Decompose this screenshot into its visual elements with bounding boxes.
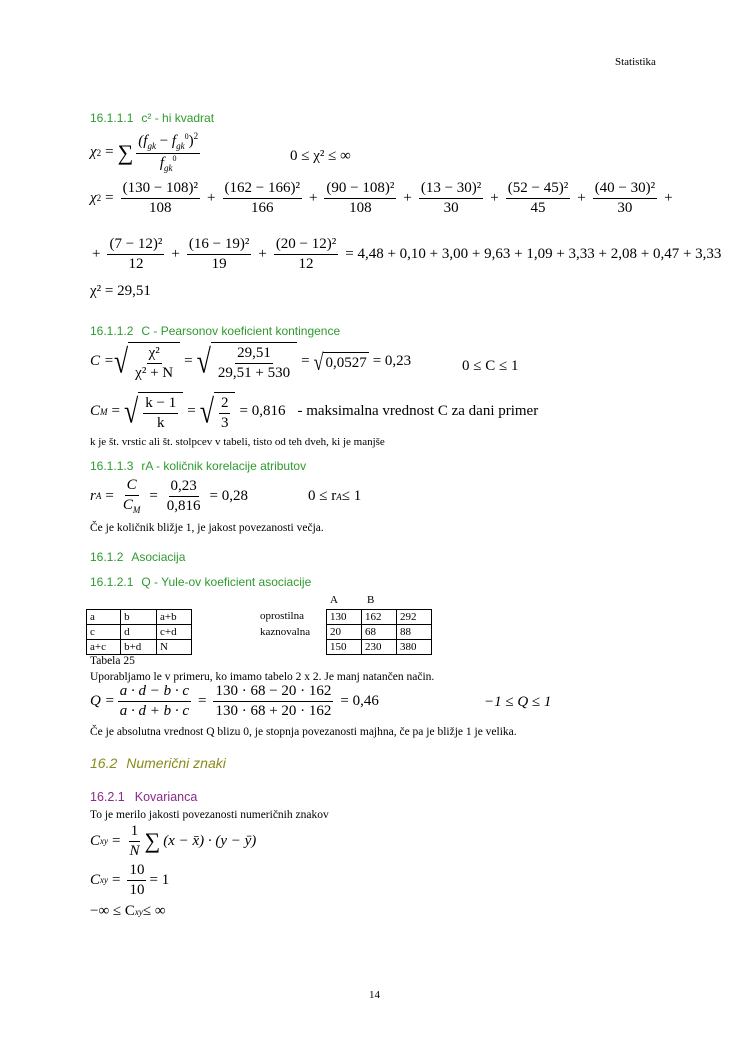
table-row	[87, 640, 192, 655]
plus: +	[577, 189, 586, 206]
heading-title: rA - količnik korelacije atributov	[141, 459, 307, 473]
sub: xy	[100, 836, 109, 846]
table-cell: b+d	[121, 640, 157, 655]
term-numerator: (20 − 12)²	[274, 236, 338, 255]
heading-number: 16.1.1.2	[90, 324, 134, 338]
table-cell: c	[87, 625, 121, 640]
heading-number: 16.1.2.1	[90, 575, 134, 589]
term-numerator: (7 − 12)²	[107, 236, 164, 255]
table-cell: 292	[397, 610, 432, 625]
term-denominator: 45	[530, 199, 546, 216]
table-row	[87, 625, 192, 640]
num: C	[126, 477, 137, 493]
term-denominator: 12	[128, 255, 144, 272]
table-caption: Tabela 25	[90, 655, 135, 667]
sqrt-value: 0,0527	[323, 352, 368, 372]
heading-kovarianca	[90, 790, 197, 804]
num: 10	[127, 862, 146, 881]
q-label: Q =	[90, 692, 115, 709]
table-cell: 230	[362, 640, 397, 655]
table-cell: 68	[362, 625, 397, 640]
num: a · d − b · c	[118, 683, 191, 702]
range-end: ≤ 1	[341, 488, 362, 504]
ra-note: Če je količnik bližje 1, je jakost povezanosti večja.	[90, 522, 324, 534]
pearson-formula: C = √ $\frac{\text{χ²}}{\text{χ² + N}}$ = √ $\frac{29,51}{29,51 + 530}$ = √ 0,0527 = 0,23	[90, 342, 412, 381]
heading-ra	[90, 459, 306, 473]
den: 130 · 68 + 20 · 162	[215, 702, 332, 719]
heading-title: C - Pearsonov koeficient kontingence	[141, 324, 341, 338]
heading-number: 16.1.1.1	[90, 111, 134, 125]
plus: +	[490, 189, 499, 206]
heading-pearson	[90, 324, 340, 338]
cov-range	[90, 903, 166, 920]
heading-asociacija	[90, 550, 185, 564]
chi-term	[107, 236, 164, 272]
table-cell: 88	[397, 625, 432, 640]
ra-range	[308, 488, 361, 505]
den: N	[129, 842, 140, 859]
chi-term	[506, 180, 570, 216]
result: = 0,23	[372, 353, 412, 369]
heading-number: 16.1.1.3	[90, 459, 134, 473]
usage-note: Uporabljamo le v primeru, ko imamo tabelo 2 x 2. Je manj natančen način.	[90, 671, 435, 683]
data-table	[326, 609, 432, 655]
num: 1	[129, 823, 141, 842]
den: 29,51 + 530	[217, 364, 291, 381]
range: −∞ ≤ C	[90, 903, 135, 919]
table-cell: d	[121, 625, 157, 640]
c-label: C =	[90, 353, 114, 369]
sub: xy	[100, 875, 109, 885]
num: χ²	[147, 345, 162, 364]
chi-expansion-line1: χ 2 = $\frac{\text{(130 − 108)²}}{108}$ + $\frac{\text{(162 − 166)²}}{166}$ + $\frac{\text{(90 − 108)²}}{108}$ + $\frac{\text{(13 − 30)²}}{30}$ + $\frac{\text{(52 − 45)²}}{45}$ + $\frac{\text{(40 − 30)²}}{30}$ +	[90, 180, 673, 216]
chi-term	[121, 180, 200, 216]
result: = 0,28	[209, 487, 249, 504]
heading-number: 16.1.2	[90, 550, 124, 564]
sub: A	[95, 491, 102, 502]
term-denominator: 166	[250, 199, 274, 216]
plus: +	[403, 189, 412, 206]
cm-label: C	[90, 403, 101, 419]
term-denominator: 30	[443, 199, 459, 216]
num: 0,23	[169, 478, 199, 497]
table-cell: N	[156, 640, 191, 655]
chi-expansion-line2: + $\frac{\text{(7 − 12)²}}{12}$ + $\frac{\text{(16 − 19)²}}{19}$ + $\frac{\text{(20 − 12)²}}{12}$ = 4,48 + 0,10 + 3,00 + 9,63 + 1,09 + 3,33 + 2,08 + 0,47 + 3,33	[92, 236, 722, 272]
plus: +	[258, 245, 267, 262]
heading-chi-square	[90, 111, 214, 125]
term-numerator: (52 − 45)²	[506, 180, 570, 199]
chi-term	[223, 180, 302, 216]
eq: =	[105, 144, 114, 161]
table-cell: 20	[327, 625, 362, 640]
table-cell: c+d	[156, 625, 191, 640]
plus: +	[171, 245, 180, 262]
term-numerator: (90 − 108)²	[324, 180, 396, 199]
num: k − 1	[143, 395, 178, 414]
table-row	[327, 610, 432, 625]
heading-yule	[90, 575, 311, 589]
page-number: 14	[369, 989, 380, 1001]
ra-formula: r A = $\frac{C}{C_M}$ = $\frac{0,23}{0,816}$ = 0,28	[90, 477, 249, 515]
result: = 1	[149, 871, 170, 888]
result: = 0,46	[340, 692, 379, 709]
q-note: Če je absolutna vrednost Q blizu 0, je stopnja povezanosti majhna, če pa je bližje 1 je velika.	[90, 726, 517, 738]
heading-title: Numerični znaki	[126, 755, 226, 771]
chi-term	[419, 180, 483, 216]
generic-table	[86, 609, 192, 655]
sub: M	[132, 504, 141, 515]
plus: +	[308, 189, 318, 206]
num: 2	[219, 395, 231, 414]
r: r	[90, 487, 96, 504]
cm-formula: C M = √ $\frac{k - 1}{k}$ = √ $\frac{2}{3}$ = 0,816 - maksimalna vrednost C za dani primer	[90, 392, 539, 431]
den: C	[122, 496, 133, 513]
num: 29,51	[235, 345, 273, 364]
term-denominator: 30	[617, 199, 633, 216]
chi-range: 0 ≤ χ² ≤ ∞	[290, 148, 351, 164]
pearson-range: 0 ≤ C ≤ 1	[462, 358, 519, 374]
table-cell: a+c	[87, 640, 121, 655]
chi: χ	[90, 144, 97, 161]
cov-formula: C xy = $\frac{1}{N}$ ∑ (x − x̄) · (y − ȳ)	[90, 823, 257, 859]
term-denominator: 108	[349, 199, 372, 216]
sum-symbol: ∑	[117, 139, 134, 165]
heading-title: Asociacija	[131, 550, 186, 564]
term-numerator: (130 − 108)²	[121, 180, 200, 199]
kovarianca-desc: To je merilo jakosti povezanosti numeričnih znakov	[90, 809, 329, 821]
heading-number: 16.2.1	[90, 790, 125, 804]
table-row	[327, 640, 432, 655]
den: 3	[220, 414, 229, 431]
den: 10	[129, 881, 145, 898]
table-cell: 162	[362, 610, 397, 625]
heading-numericni-znaki	[90, 755, 226, 771]
row-label-oprostilna: oprostilna	[260, 610, 304, 622]
heading-title: c² - hi kvadrat	[141, 111, 215, 125]
cm-note: - maksimalna vrednost C za dani primer	[297, 403, 539, 419]
table-row	[87, 610, 192, 625]
den: 0,816	[166, 497, 201, 514]
table-cell: 380	[397, 640, 432, 655]
num: 130 · 68 − 20 · 162	[213, 683, 333, 702]
chi-term	[274, 236, 338, 272]
c: C	[90, 871, 101, 888]
col-header-a: A	[330, 594, 338, 606]
table-cell: a	[87, 610, 121, 625]
col-header-b: B	[367, 594, 375, 606]
table-row	[327, 625, 432, 640]
running-header: Statistika	[615, 56, 656, 68]
sub: A	[336, 491, 342, 502]
q-formula: Q = $\frac{a \cdot d - b \cdot c}{a \cdot d + b \cdot c}$ = $\frac{130 \cdot 68 - 20 \cdot 162}{130 \cdot 68 + 20 \cdot 162}$ = 0,46	[90, 683, 379, 719]
den: χ² + N	[135, 364, 174, 381]
result: = 0,816	[239, 403, 286, 419]
sub: xy	[134, 906, 143, 917]
heading-title: Kovarianca	[134, 790, 198, 804]
term-denominator: 19	[211, 255, 227, 272]
term-numerator: (16 − 19)²	[187, 236, 251, 255]
row-label-kaznovalna: kaznovalna	[260, 626, 311, 638]
range: 0 ≤ r	[308, 488, 337, 504]
chi-term	[324, 180, 396, 216]
table-cell: a+b	[156, 610, 191, 625]
sub: M	[100, 406, 108, 417]
range-end: ≤ ∞	[142, 903, 166, 919]
table-cell: 130	[327, 610, 362, 625]
fraction: $\frac{(f_{gk} - f_{gk}^0)^2}{f_{gk}^0}$	[138, 131, 199, 173]
chi-term	[593, 180, 657, 216]
chi-result: χ² = 29,51	[90, 283, 151, 299]
chi-term	[187, 236, 251, 272]
heading-number: 16.2	[90, 755, 118, 771]
term-denominator: 108	[149, 199, 172, 216]
c: C	[90, 832, 101, 849]
table-cell: b	[121, 610, 157, 625]
term-values: = 4,48 + 0,10 + 3,00 + 9,63 + 1,09 + 3,33 + 2,08 + 0,47 + 3,33	[345, 245, 722, 262]
den: a · d + b · c	[119, 702, 189, 719]
table-cell: 150	[327, 640, 362, 655]
term-denominator: 12	[298, 255, 314, 272]
term-numerator: (13 − 30)²	[419, 180, 483, 199]
term-numerator: (162 − 166)²	[223, 180, 302, 199]
k-note: k je št. vrstic ali št. stolpcev v tabeli, tisto od teh dveh, ki je manjše	[90, 436, 385, 448]
q-range: −1 ≤ Q ≤ 1	[484, 694, 552, 710]
expr: (x − x̄) · (y − ȳ)	[163, 832, 257, 849]
plus: +	[207, 189, 216, 206]
chi-square-formula: χ 2 = ∑ $\frac{(f_{gk} - f_{gk}^0)^2}{f_{gk}^0}$	[90, 131, 199, 173]
term-numerator: (40 − 30)²	[593, 180, 657, 199]
heading-title: Q - Yule-ov koeficient asociacije	[141, 575, 312, 589]
cov-value: C xy = $\frac{10}{10}$ = 1	[90, 862, 170, 898]
den: k	[157, 414, 165, 431]
